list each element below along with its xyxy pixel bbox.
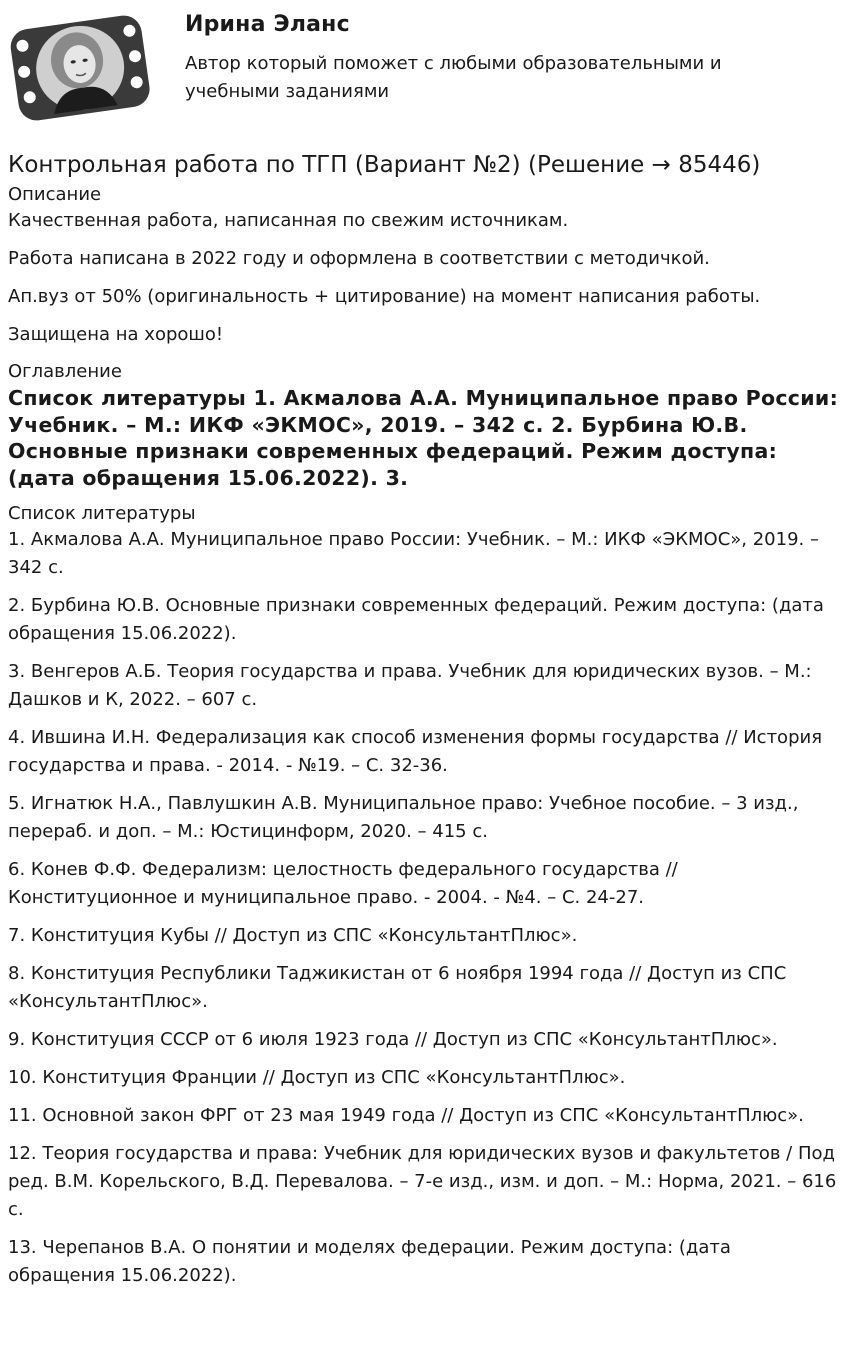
bibliography-item: 8. Конституция Республики Таджикистан от 6 ноября 1994 года // Доступ из СПС «КонсультантПлюс».: [8, 963, 787, 1012]
bibliography-item: 5. Игнатюк Н.А., Павлушкин А.В. Муниципальное право: Учебное пособие. – 3 изд., перераб. и доп. – М.: Юстицинформ, 2020. – 415 с.: [8, 793, 799, 842]
description-paragraph: Защищена на хорошо!: [8, 324, 224, 345]
author-avatar: [8, 8, 153, 126]
bibliography-item: 12. Теория государства и права: Учебник для юридических вузов и факультетов / Под ред. В.М. Корельского, В.Д. Перевалова. – 7-е изд., изм. и доп. – М.: Норма, 2021. – 616 с.: [8, 1143, 837, 1220]
bibliography-item: 4. Ившина И.Н. Федерализация как способ изменения формы государства // История государства и права. - 2014. - №19. – С. 32-36.: [8, 727, 823, 776]
toc-summary: Список литературы 1. Акмалова А.А. Муниципальное право России: Учебник. – М.: ИКФ «ЭКМОС», 2019. – 342 с. 2. Бурбина Ю.В. Основные признаки современных федераций. Режим доступа: (дата обращения 15.06.2022). 3.: [8, 386, 839, 490]
bibliography-item: 11. Основной закон ФРГ от 23 мая 1949 года // Доступ из СПС «КонсультантПлюс».: [8, 1105, 804, 1126]
bibliography-section: [8, 501, 839, 1290]
bibliography-item: 6. Конев Ф.Ф. Федерализм: целостность федерального государства // Конституционное и муниципальное право. - 2004. - №4. – С. 24-27.: [8, 859, 678, 908]
author-description: Автор который поможет с любыми образовательными и учебными заданиями: [185, 53, 722, 102]
description-paragraph: Качественная работа, написанная по свежим источникам.: [8, 210, 569, 231]
toc-label: Оглавление: [8, 361, 122, 382]
description-paragraph: Работа написана в 2022 году и оформлена в соответствии с методичкой.: [8, 248, 710, 269]
bibliography-label: Список литературы: [8, 503, 196, 524]
bibliography-item: 13. Черепанов В.А. О понятии и моделях федерации. Режим доступа: (дата обращения 15.06.2022).: [8, 1237, 731, 1286]
author-header: [0, 0, 847, 132]
page-title: Контрольная работа по ТГП (Вариант №2) (Решение → 85446): [8, 152, 761, 178]
bibliography-item: 3. Венгеров А.Б. Теория государства и права. Учебник для юридических вузов. – М.: Дашков и К, 2022. – 607 с.: [8, 661, 812, 710]
bibliography-item: 7. Конституция Кубы // Доступ из СПС «КонсультантПлюс».: [8, 925, 578, 946]
bibliography-item: 10. Конституция Франции // Доступ из СПС «КонсультантПлюс».: [8, 1067, 626, 1088]
description-section: [8, 182, 839, 349]
author-name: Ирина Эланс: [185, 12, 350, 37]
bibliography-item: 2. Бурбина Ю.В. Основные признаки современных федераций. Режим доступа: (дата обращения 15.06.2022).: [8, 595, 824, 644]
bibliography-item: 9. Конституция СССР от 6 июля 1923 года // Доступ из СПС «КонсультантПлюс».: [8, 1029, 778, 1050]
main-content: [0, 148, 847, 1290]
description-label: Описание: [8, 184, 102, 205]
toc-section: [8, 359, 839, 491]
bibliography-item: 1. Акмалова А.А. Муниципальное право России: Учебник. – М.: ИКФ «ЭКМОС», 2019. – 342 с.: [8, 529, 819, 578]
description-paragraph: Ап.вуз от 50% (оригинальность + цитирование) на момент написания работы.: [8, 286, 761, 307]
